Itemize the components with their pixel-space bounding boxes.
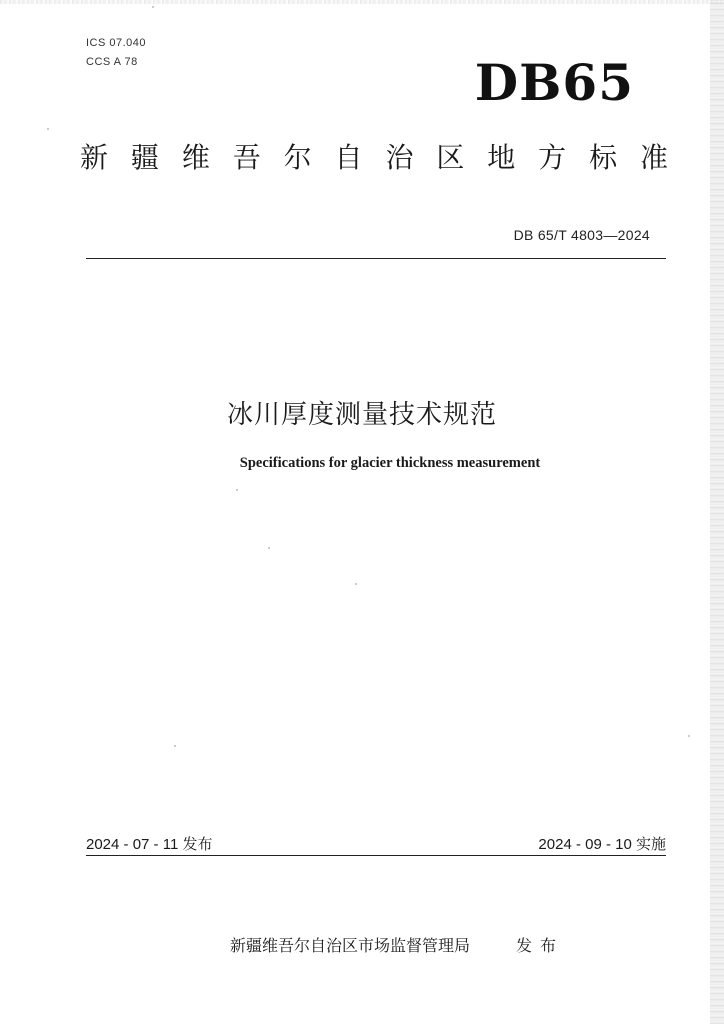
footer-divider xyxy=(86,855,666,856)
category-char: 维 xyxy=(181,141,210,174)
category-char: 标 xyxy=(589,141,618,174)
db-logo: DB65 xyxy=(474,53,634,112)
effective-date: 2024 - 09 - 10 实施 xyxy=(538,836,666,853)
ccs-code: CCS A 78 xyxy=(86,56,138,68)
category-char: 疆 xyxy=(130,141,159,174)
classification-codes xyxy=(86,34,146,72)
speck xyxy=(355,583,357,585)
category-char: 吾 xyxy=(232,141,261,174)
ics-code: ICS 07.040 xyxy=(86,37,147,49)
category-char: 方 xyxy=(538,141,567,174)
speck xyxy=(688,735,690,737)
scan-edge-top xyxy=(0,0,724,4)
category-char: 尔 xyxy=(283,141,312,174)
title-english: Specifications for glacier thickness measurement xyxy=(239,455,541,471)
speck xyxy=(174,745,176,747)
speck xyxy=(236,489,238,491)
scan-edge-right xyxy=(710,0,724,1024)
category-char: 新 xyxy=(80,141,109,174)
category-char: 治 xyxy=(385,141,414,174)
title-chinese: 冰川厚度测量技术规范 xyxy=(226,400,497,430)
category-char: 自 xyxy=(334,141,363,174)
category-char: 准 xyxy=(639,141,668,174)
speck xyxy=(268,547,270,549)
category-char: 区 xyxy=(436,141,465,174)
header-divider xyxy=(86,258,666,259)
standard-category xyxy=(80,138,668,178)
standard-number: DB 65/T 4803—2024 xyxy=(513,227,650,243)
speck xyxy=(152,6,154,8)
category-char: 地 xyxy=(487,141,516,174)
speck xyxy=(47,128,49,130)
issue-label: 发布 xyxy=(516,936,565,955)
publish-date: 2024 - 07 - 11 发布 xyxy=(86,836,213,853)
issuing-authority: 新疆维吾尔自治区市场监督管理局 xyxy=(230,936,471,955)
